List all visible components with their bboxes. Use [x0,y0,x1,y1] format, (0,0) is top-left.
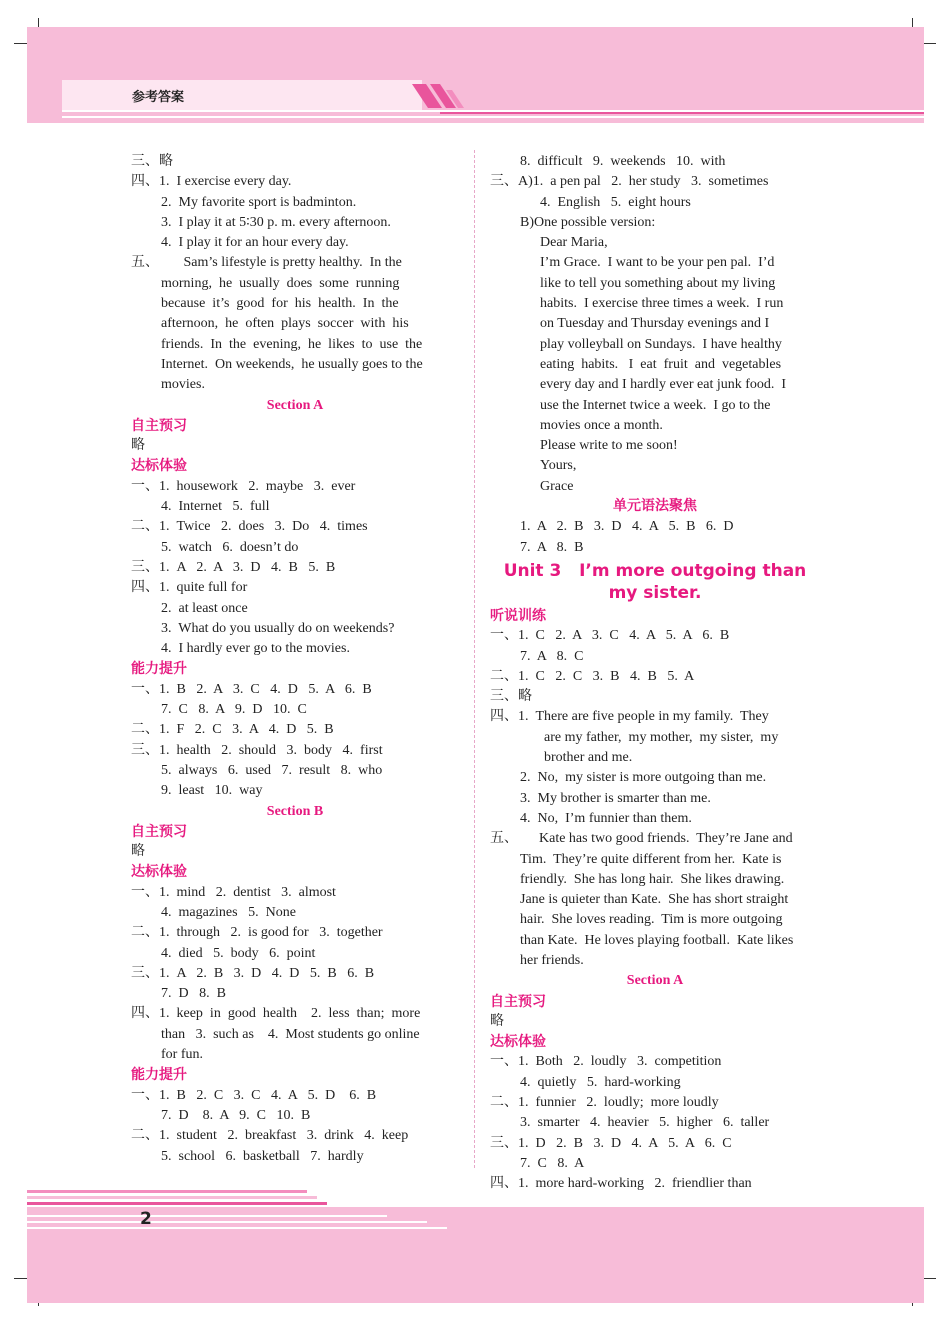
answer-line: Internet. On weekends, he usually goes to the [161,356,423,372]
answer-line: 5. watch 6. doesn’t do [161,539,299,555]
header-stripe [62,116,924,118]
answer-line: 二、1. funnier 2. loudly; more loudly [490,1095,719,1111]
answer-line: 5. always 6. used 7. result 8. who [161,762,383,778]
answer-line: on Tuesday and Thursday evenings and I [540,316,770,332]
header-slash-decoration [412,84,472,110]
answer-line: 4. I play it for an hour every day. [161,235,349,251]
answer-line: Dear Maria, [540,235,608,251]
answer-line: because it’s good for his health. In the [161,296,399,312]
answer-line: 五、 Kate has two good friends. They’re Jane and [490,831,793,847]
answer-line: 7. C 8. A 9. D 10. C [161,702,307,718]
answer-line: hair. She loves reading. Tim is more outgoing [520,912,783,928]
answer-line: friends. In the evening, he likes to use the [161,336,423,352]
unit-title-line1: Unit 3 I’m more outgoing than [503,560,807,581]
answer-line: 8. difficult 9. weekends 10. with [520,154,726,169]
section-heading: 能力提升 [131,661,187,678]
answer-line: friendly. She has long hair. She likes drawing. [520,871,785,887]
footer-stripe [27,1202,327,1205]
answer-line: 7. D 8. A 9. C 10. B [161,1107,311,1123]
answer-line: Grace [540,478,574,494]
section-heading: 自主预习 [490,993,546,1010]
answer-line: eating habits. I eat fruit and vegetables [540,356,782,372]
answer-line: 三、1. A 2. B 3. D 4. D 5. B 6. B [131,965,375,981]
footer-stripe [27,1215,387,1217]
answer-line: 四、1. keep in good health 2. less than; more [131,1006,421,1022]
answer-line: 3. smarter 4. heavier 5. higher 6. taller [520,1115,770,1131]
answer-line: 二、1. student 2. breakfast 3. drink 4. keep [131,1128,409,1144]
answer-line: 7. C 8. A [520,1155,585,1171]
answer-line: 4. I hardly ever go to the movies. [161,641,350,657]
unit-title [490,560,820,604]
section-heading: 能力提升 [131,1067,187,1084]
answer-line: 四、1. I exercise every day. [131,174,292,190]
answer-line: than Kate. He loves playing football. Kate likes [520,932,794,948]
section-title: 单元语法聚焦 [613,499,697,515]
section-heading: 听说训练 [490,607,546,624]
answer-line: 7. D 8. B [161,986,226,1002]
answer-line: 7. A 8. B [520,539,584,555]
answer-line: 四、1. more hard-working 2. friendlier than [490,1176,752,1192]
section-heading: 自主预习 [131,823,187,840]
answer-line: 略 [131,844,145,860]
section-title: Section B [266,803,324,819]
answer-line: for fun. [161,1047,203,1063]
answer-line: 五、 Sam’s lifestyle is pretty healthy. In the [131,255,402,271]
answer-line: 一、1. C 2. A 3. C 4. A 5. A 6. B [490,628,730,644]
answer-line: 4. Internet 5. full [161,499,270,515]
section-title: Section A [266,397,324,413]
answer-line: 3. My brother is smarter than me. [520,790,711,806]
unit-title-line2: my sister. [608,582,702,603]
answer-line: 二、1. Twice 2. does 3. Do 4. times [131,519,368,535]
answer-line: morning, he usually does some running [161,275,400,291]
page-number: 2 [140,1209,152,1229]
answer-line: 4. English 5. eight hours [540,194,691,210]
right-column [490,152,820,1195]
answer-line: Jane is quieter than Kate. She has short straight [520,892,789,908]
answer-line: 三、1. health 2. should 3. body 4. first [131,742,383,758]
answer-line: movies once a month. [540,417,663,433]
answer-line: 一、1. housework 2. maybe 3. ever [131,478,356,494]
answer-line: 三、略 [131,154,173,169]
answer-line: 4. No, I’m funnier than them. [520,810,692,826]
answer-line: 1. A 2. B 3. D 4. A 5. B 6. D [520,519,734,535]
section-title: Section A [626,973,684,989]
answer-line: every day and I hardly ever eat junk food. I [540,377,787,393]
answer-line: than 3. such as 4. Most students go online [161,1026,420,1042]
answer-line: 三、1. A 2. A 3. D 4. B 5. B [131,559,336,575]
answer-line: 四、1. quite full for [131,580,248,596]
answer-line: 略 [490,1013,504,1029]
answer-line: 2. at least once [161,600,248,616]
header-stripe [440,112,924,114]
answer-line: play volleyball on Sundays. I have healthy [540,336,782,352]
answer-line: 三、A)1. a pen pal 2. her study 3. sometimes [490,174,769,190]
answer-line: habits. I exercise three times a week. I run [540,296,784,312]
answer-line: 5. school 6. basketball 7. hardly [161,1148,364,1164]
answer-line: 一、1. mind 2. dentist 3. almost [131,884,336,900]
answer-line: are my father, my mother, my sister, my [544,729,779,745]
answer-line: 2. No, my sister is more outgoing than me. [520,770,767,786]
answer-line: 一、1. Both 2. loudly 3. competition [490,1054,722,1070]
answer-line: 略 [131,438,145,454]
answer-line: 3. I play it at 5∶30 p. m. every afternoon. [161,214,391,230]
footer-stripe [27,1227,447,1229]
answer-line: 4. quietly 5. hard-working [520,1074,681,1090]
answer-line: use the Internet twice a week. I go to the [540,397,771,413]
section-heading: 达标体验 [490,1034,546,1051]
answer-line: like to tell you something about my living [540,275,776,291]
answer-line: 4. magazines 5. None [161,904,296,920]
answer-line: B)One possible version: [520,214,656,230]
answer-line: 2. My favorite sport is badminton. [161,194,357,210]
section-heading: 自主预习 [131,417,187,434]
section-heading: 达标体验 [131,458,187,475]
header-tab [62,80,422,110]
answer-line: her friends. [520,952,584,968]
answer-line: I’m Grace. I want to be your pen pal. I’d [540,255,775,271]
footer-stripe [27,1196,317,1199]
answer-line: 3. What do you usually do on weekends? [161,620,395,636]
answer-line: Please write to me soon! [540,438,678,454]
answer-line: 7. A 8. C [520,648,584,664]
header-title: 参考答案 [132,90,185,105]
answer-line: movies. [161,377,205,393]
answer-line: 三、1. D 2. B 3. D 4. A 5. A 6. C [490,1135,732,1151]
answer-line: 二、1. F 2. C 3. A 4. D 5. B [131,722,334,738]
answer-line: 二、1. through 2. is good for 3. together [131,925,383,941]
answer-line: Tim. They’re quite different from her. Kate is [520,851,782,867]
answer-line: afternoon, he often plays soccer with his [161,316,409,332]
answer-line: 二、1. C 2. C 3. B 4. B 5. A [490,668,695,684]
answer-line: Yours, [540,458,577,474]
section-heading: 达标体验 [131,864,187,881]
answer-line: 一、1. B 2. C 3. C 4. A 5. D 6. B [131,1087,377,1103]
answer-line: 9. least 10. way [161,783,263,799]
answer-line: brother and me. [544,750,633,766]
answer-line: 4. died 5. body 6. point [161,945,316,961]
answer-line: 一、1. B 2. A 3. C 4. D 5. A 6. B [131,681,372,697]
column-divider [474,150,475,1168]
footer-stripe [27,1221,427,1223]
answer-line: 三、略 [490,689,532,705]
left-column [131,152,459,1167]
answer-line: 四、1. There are five people in my family. They [490,709,769,725]
footer-stripe [27,1190,307,1193]
